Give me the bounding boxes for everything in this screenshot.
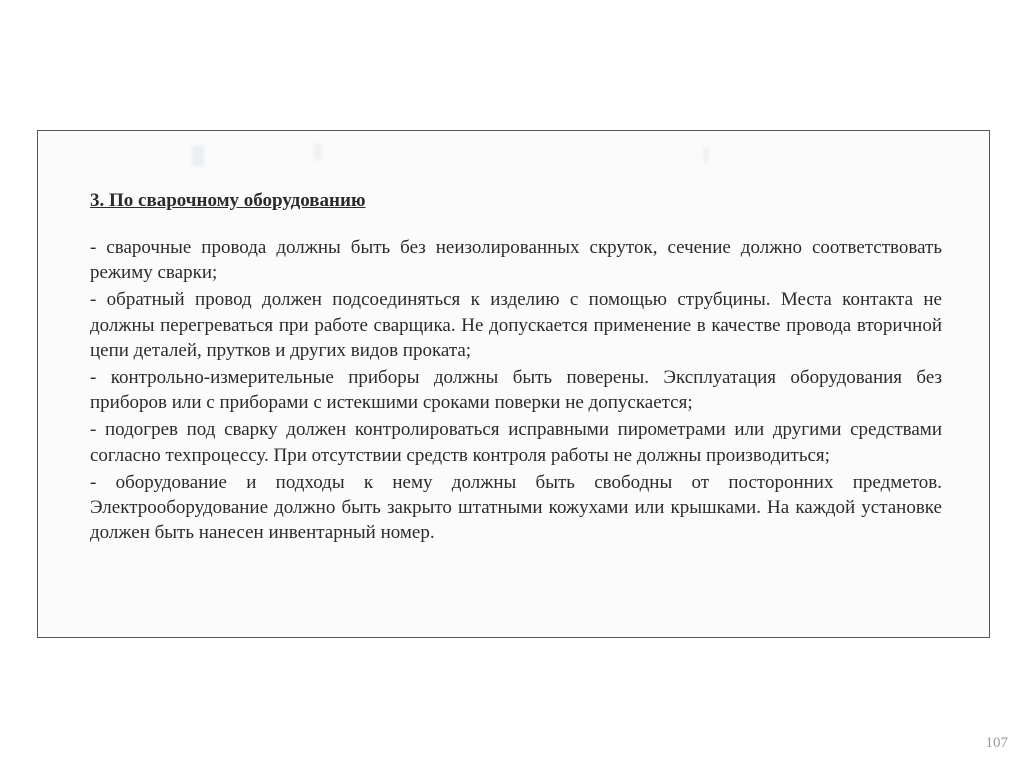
scanned-document-frame [37,130,990,638]
paragraph-equipment-access: - оборудование и подходы к нему должны быть свободны от посторонних предметов. Электрооборудование должно быть закрыто штатными кожухами или крышками. На каждой установке должен быть нанесен инвентарный номер. [90,471,942,544]
paragraph-preheating: - подогрев под сварку должен контролироваться исправными пирометрами или другими средствами согласно техпроцессу. При отсутствии средств контроля работы не должны производиться; [90,419,942,466]
section-heading: 3. По сварочному оборудованию [90,190,366,211]
paragraph-measuring-instruments: - контрольно-измерительные приборы должны быть поверены. Эксплуатация оборудования без приборов или с приборами с истекшими сроками поверки не допускается; [90,367,942,414]
scan-artifact [192,145,204,167]
paragraph-return-wire: - обратный провод должен подсоединяться к изделию с помощью струбцины. Места контакта не должны перегреваться при работе сварщика. Не допускается применение в качестве провода вторичной цепи деталей, прутков и других видов проката; [90,289,942,361]
document-body [90,189,942,547]
paragraph-welding-wires: - сварочные провода должны быть без неизолированных скруток, сечение должно соответствовать режиму сварки; [90,237,942,284]
scan-artifact [703,147,709,163]
scan-artifact [314,143,322,161]
page-number: 107 [985,735,1008,751]
